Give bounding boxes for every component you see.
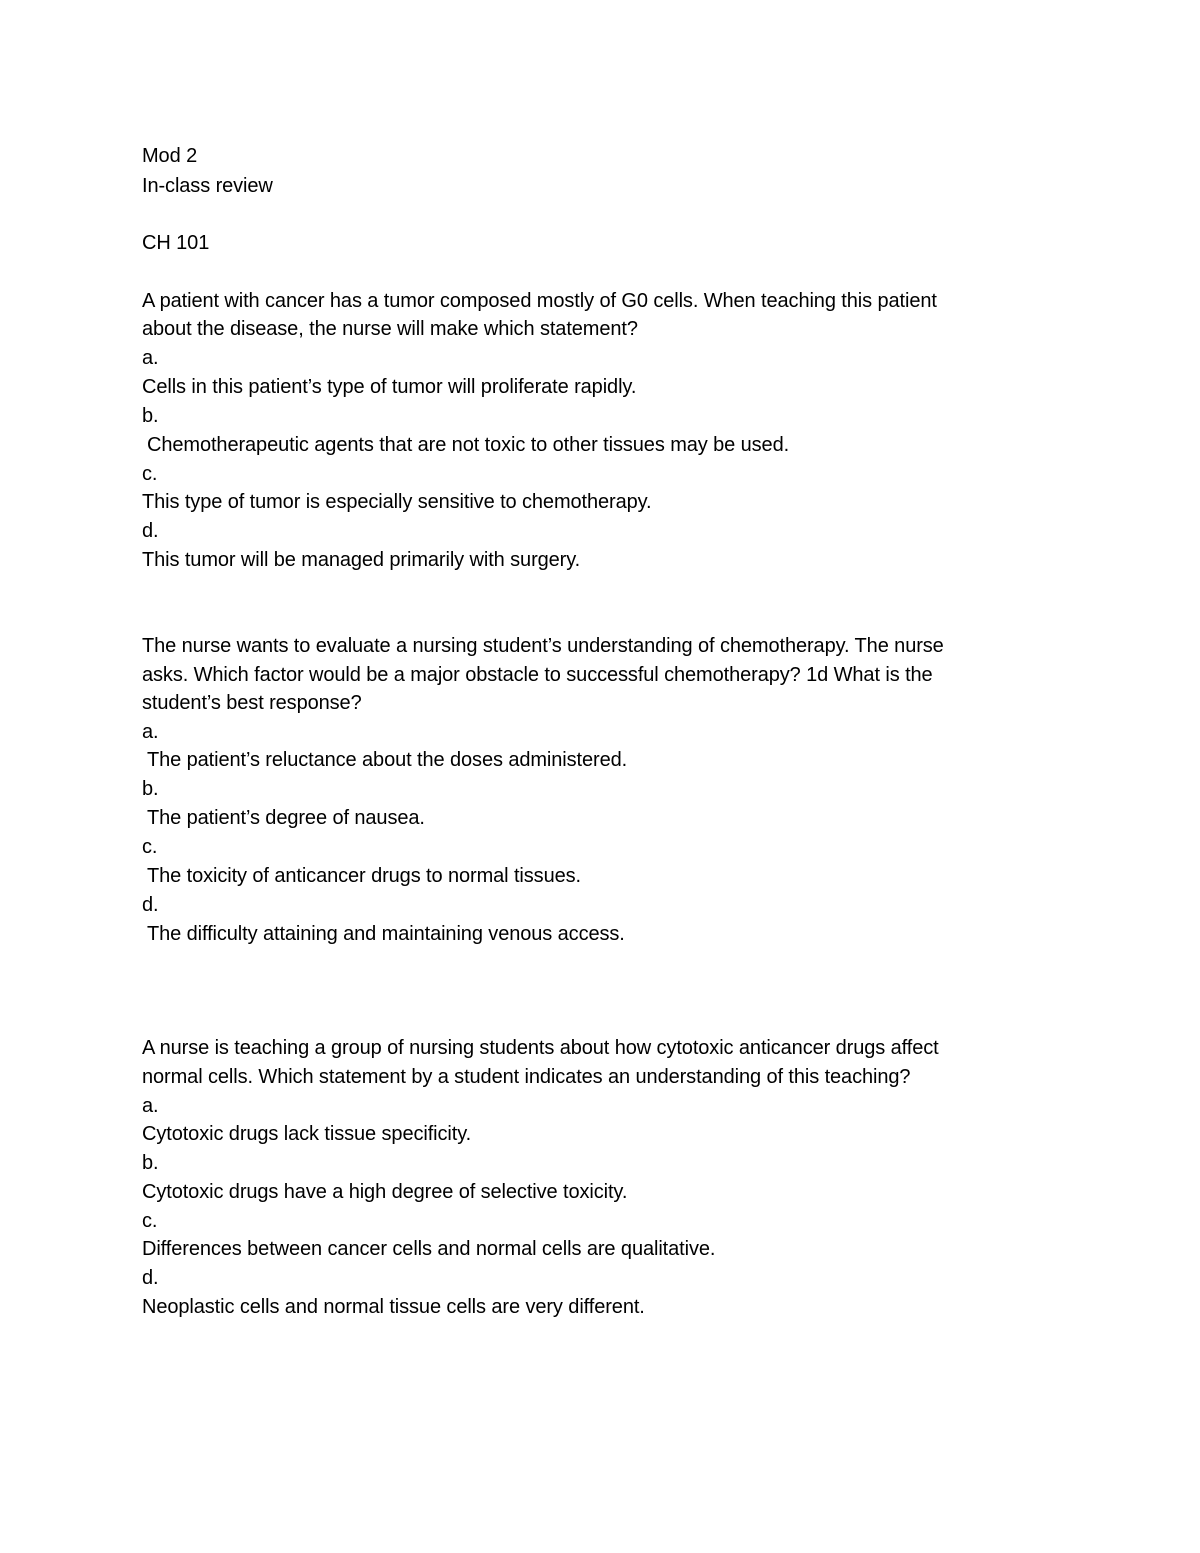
question-2-option-d-letter: d. [142, 894, 159, 916]
question-2-option-a-letter: a. [142, 721, 159, 743]
chapter-label: CH 101 [142, 232, 210, 254]
question-2-option-a-text: The patient’s reluctance about the doses administered. [147, 749, 628, 771]
question-1-option-b-letter: b. [142, 405, 159, 427]
question-3-option-c-text: Differences between cancer cells and normal cells are qualitative. [142, 1238, 716, 1260]
question-2-stem-line-3: student’s best response? [142, 692, 362, 714]
question-1-stem-line-2: about the disease, the nurse will make which statement? [142, 318, 638, 340]
question-1-option-a-text: Cells in this patient’s type of tumor will proliferate rapidly. [142, 376, 637, 398]
question-2-option-c-letter: c. [142, 836, 158, 858]
module-title: Mod 2 [142, 145, 198, 167]
question-1-option-b-text: Chemotherapeutic agents that are not toxic to other tissues may be used. [147, 434, 790, 456]
question-2-option-b-text: The patient’s degree of nausea. [147, 807, 425, 829]
question-1-option-c-text: This type of tumor is especially sensitive to chemotherapy. [142, 491, 652, 513]
question-3-option-a-letter: a. [142, 1095, 159, 1117]
question-2-option-c-text: The toxicity of anticancer drugs to normal tissues. [147, 865, 581, 887]
question-3-option-b-text: Cytotoxic drugs have a high degree of selective toxicity. [142, 1181, 628, 1203]
document-subtitle: In-class review [142, 175, 273, 197]
question-3-stem-line-2: normal cells. Which statement by a student indicates an understanding of this teaching? [142, 1066, 911, 1088]
question-1-option-d-text: This tumor will be managed primarily with surgery. [142, 549, 581, 571]
question-3-option-b-letter: b. [142, 1152, 159, 1174]
question-3-option-d-letter: d. [142, 1267, 159, 1289]
question-3-option-d-text: Neoplastic cells and normal tissue cells are very different. [142, 1296, 645, 1318]
question-2-option-d-text: The difficulty attaining and maintaining venous access. [147, 923, 625, 945]
question-1-option-d-letter: d. [142, 520, 159, 542]
question-2-stem-line-1: The nurse wants to evaluate a nursing student’s understanding of chemotherapy. The nurse [142, 635, 944, 657]
question-1-option-c-letter: c. [142, 463, 158, 485]
question-2-option-b-letter: b. [142, 778, 159, 800]
question-3-option-c-letter: c. [142, 1210, 158, 1232]
question-1-option-a-letter: a. [142, 347, 159, 369]
question-1-stem-line-1: A patient with cancer has a tumor composed mostly of G0 cells. When teaching this patient [142, 290, 937, 312]
question-3-option-a-text: Cytotoxic drugs lack tissue specificity. [142, 1123, 472, 1145]
question-2-stem-line-2: asks. Which factor would be a major obstacle to successful chemotherapy? 1d What is the [142, 664, 933, 686]
question-3-stem-line-1: A nurse is teaching a group of nursing students about how cytotoxic anticancer drugs affect [142, 1037, 939, 1059]
